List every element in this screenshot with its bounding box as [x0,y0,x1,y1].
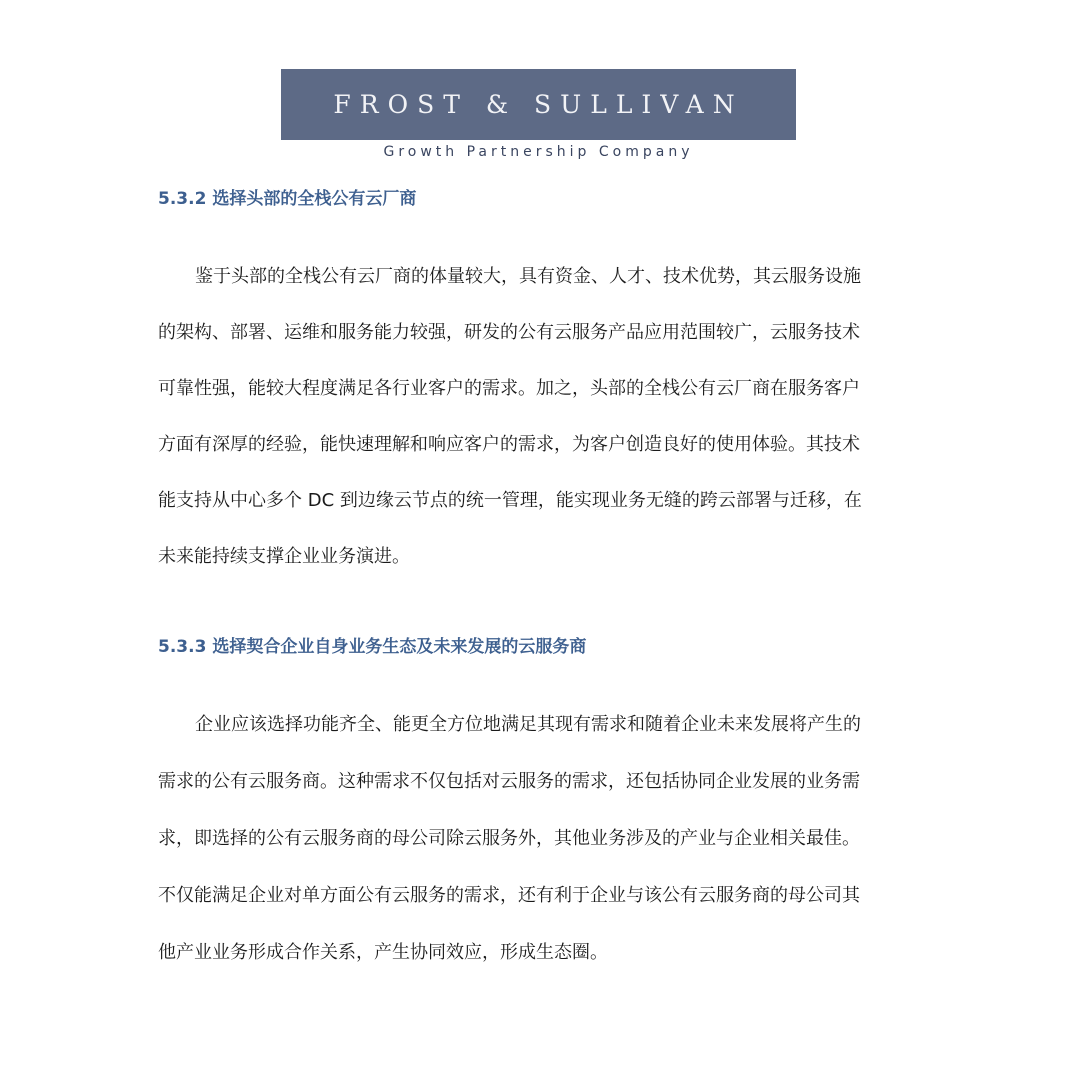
paragraph-line: 他产业业务形成合作关系，产生协同效应，形成生态圈。 [158,942,608,963]
paragraph-line: 方面有深厚的经验，能快速理解和响应客户的需求，为客户创造良好的使用体验。其技术 [158,434,860,455]
paragraph-line: 可靠性强，能较大程度满足各行业客户的需求。加之，头部的全栈公有云厂商在服务客户 [158,378,860,399]
paragraph-line: 需求的公有云服务商。这种需求不仅包括对云服务的需求，还包括协同企业发展的业务需 [158,771,860,792]
section-532-heading: 5.3.2 选择头部的全栈公有云厂商 [158,189,417,209]
paragraph-line: 不仅能满足企业对单方面公有云服务的需求，还有利于企业与该公有云服务商的母公司其 [158,885,860,906]
frost-sullivan-logo [281,69,796,140]
logo-tagline: Growth Partnership Company [383,144,694,160]
section-533-heading: 5.3.3 选择契合企业自身业务生态及未来发展的云服务商 [158,637,587,657]
paragraph-line: 鉴于头部的全栈公有云厂商的体量较大，具有资金、人才、技术优势，其云服务设施 [195,266,861,287]
paragraph-line: 的架构、部署、运维和服务能力较强，研发的公有云服务产品应用范围较广，云服务技术 [158,322,860,343]
paragraph-line: 能支持从中心多个 DC 到边缘云节点的统一管理，能实现业务无缝的跨云部署与迁移，在 [158,490,862,511]
paragraph-line: 未来能持续支撑企业业务演进。 [158,546,410,567]
paragraph-line: 企业应该选择功能齐全、能更全方位地满足其现有需求和随着企业未来发展将产生的 [195,714,861,735]
paragraph-line: 求，即选择的公有云服务商的母公司除云服务外，其他业务涉及的产业与企业相关最佳。 [158,828,860,849]
logo-text: FROST & SULLIVAN [333,90,744,119]
